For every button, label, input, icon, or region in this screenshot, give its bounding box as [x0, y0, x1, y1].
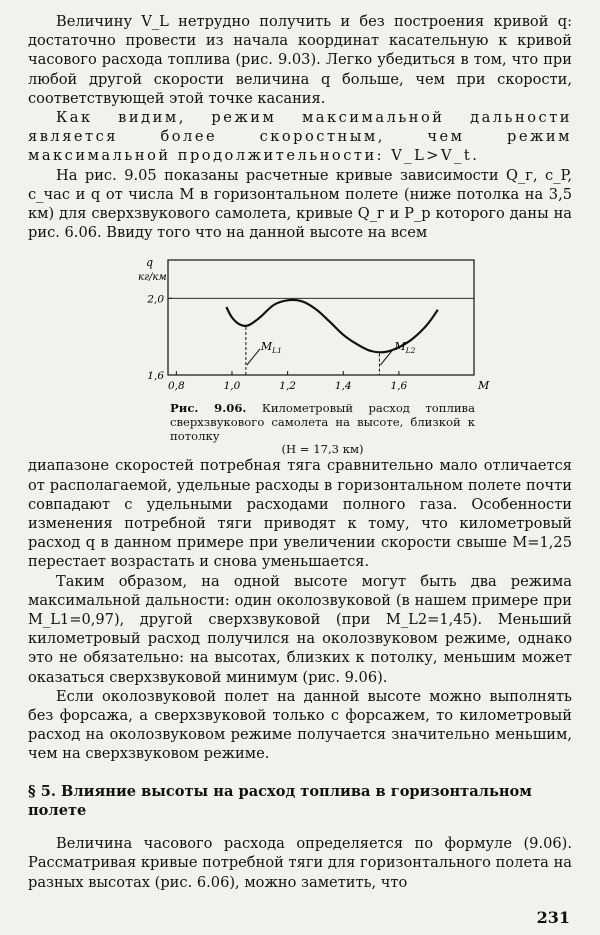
min-marker-leader — [247, 349, 260, 365]
paragraph-4: диапазоне скоростей потребная тяга сравнительно мало отличается от располагаемой, удельные расходы в горизонтальном полете почти совпадают с удельными расходами полного газа. Особенности изменения потребной тяги приводят к тому, что километровый расход q в данном примере при увеличении скорости свыше M=1,25 перестает возрастать и снова уменьшается. — [28, 457, 572, 571]
paragraph-3: На рис. 9.05 показаны расчетные кривые зависимости Q_г, c_P, c_час и q от числа M в горизонтальном полете (ниже потолка на 3,5 км) для сверхзвукового самолета, кривые Q_г и P_р которого даны на рис. 6.06. Ввиду того что на данной высоте на всем — [28, 166, 572, 242]
q-curve — [226, 300, 437, 352]
plot-frame — [168, 260, 474, 375]
x-tick-label: 1,4 — [334, 380, 352, 393]
paragraph-2: Как видим, режим максимальной дальности является более скоростным, чем режим максимальной продолжительности: V_L>V_t. — [28, 109, 572, 165]
chart — [138, 252, 498, 402]
min-marker-label-main: M — [260, 340, 273, 354]
paragraph-6: Если околозвуковой полет на данной высоте можно выполнять без форсажа, а сверхзвуковой только с форсажем, то километровый расход на околозвуковом режиме получается значительно меньшим, чем на сверхзвуковом режиме. — [28, 687, 572, 763]
min-marker-label-sub: L2 — [405, 346, 416, 356]
y-tick-label: 2,0 — [147, 293, 164, 306]
x-axis-label: M — [478, 379, 490, 393]
x-tick-label: 0,8 — [167, 380, 185, 393]
x-tick-label: 1,0 — [223, 380, 241, 393]
paragraph-7: Величина часового расхода определяется по формуле (9.06). Рассматривая кривые потребной тяги для горизонтального полета на разных высотах (рис. 6.06), можно заметить, что — [28, 835, 572, 891]
caption-label: Рис. 9.06. — [170, 401, 247, 416]
y-tick-label: 1,6 — [147, 370, 164, 383]
paragraph-1: Величину V_L нетрудно получить и без построения кривой q: достаточно провести из начала координат касательную к кривой часового расхода топлива (рис. 9.03). Легко убедиться в том, что при любой другой скорости величина q больше, чем при скорости, соответствующей этой точке касания. — [28, 13, 572, 107]
min-marker-label-sub: L1 — [272, 346, 282, 356]
section-title: § 5. Влияние высоты на расход топлива в горизонтальном полете — [28, 782, 532, 819]
x-tick-label: 1,6 — [390, 380, 408, 393]
min-marker-label — [393, 340, 415, 355]
page-number: 231 — [536, 907, 570, 927]
x-tick-label: 1,2 — [279, 380, 296, 393]
min-marker-label — [260, 340, 282, 355]
min-marker-label-main: M — [394, 340, 406, 354]
paragraph-5: Таким образом, на одной высоте могут быть два режима максимальной дальности: один околозвуковой (в нашем примере при M_L1=0,97), другой сверхзвуковой (при M_L2=1,45). Меньший километровый расход получился на околозвуковом режиме, однако это не обязательно: на высотах, близких к потолку, меньшим может оказаться сверхзвуковой минимум (рис. 9.06). — [28, 572, 572, 686]
caption-text: Километровый расход топлива сверхзвукового самолета на высоте, близкой к потолку — [170, 401, 475, 443]
figure-9-06 — [28, 252, 572, 457]
y-axis-units: кг/км — [138, 272, 167, 284]
y-axis-symbol: q — [146, 256, 154, 270]
figure-caption — [170, 402, 475, 456]
caption-formula: (H = 17,3 км) — [281, 442, 364, 457]
